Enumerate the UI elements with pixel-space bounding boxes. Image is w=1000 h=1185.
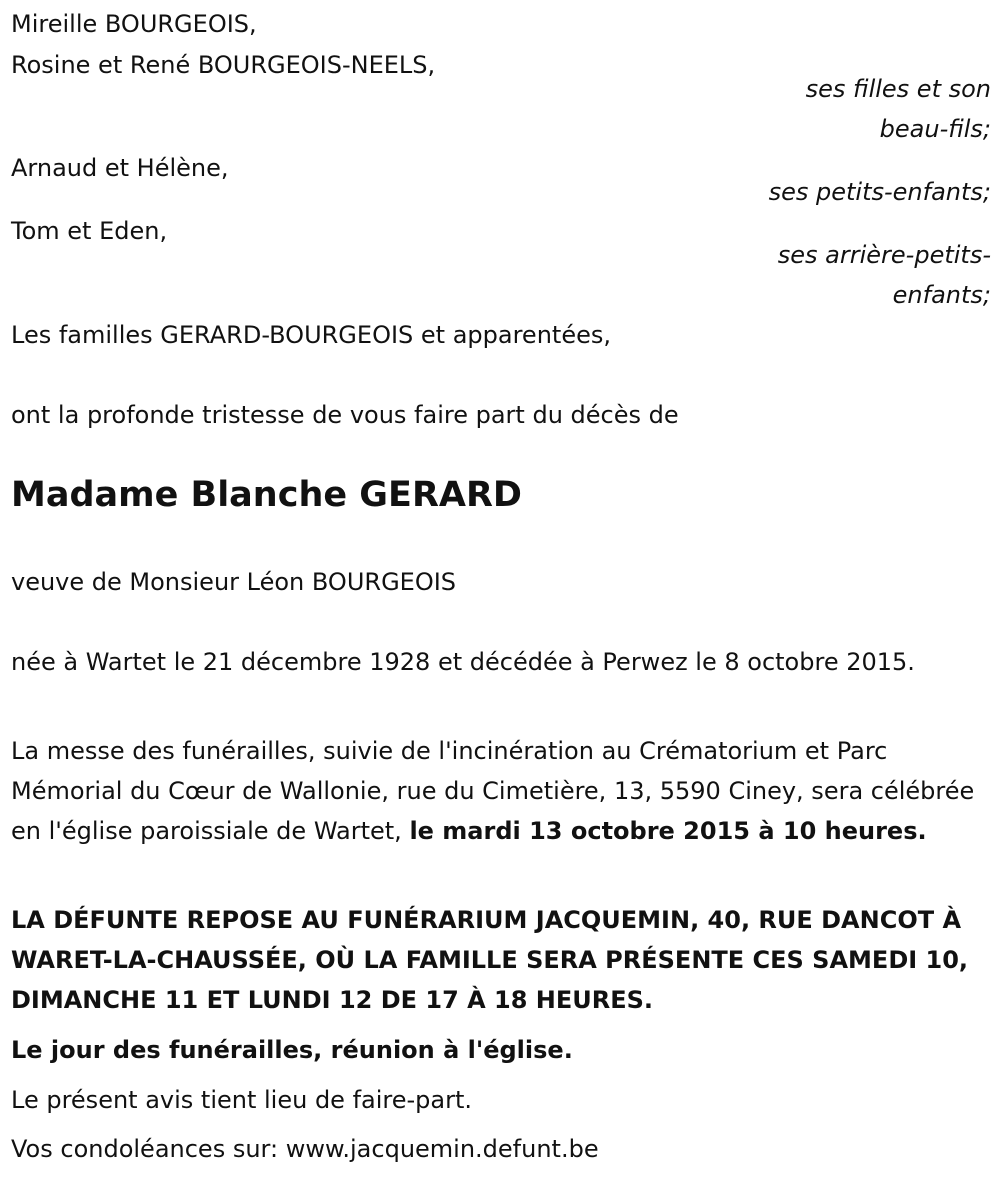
relation-daughters-line2: beau-fils; [879,115,991,143]
relation-grandchildren: ses petits-enfants; [768,178,991,206]
family-member-2: Rosine et René BOURGEOIS-NEELS, [11,51,436,79]
birth-death-dates: née à Wartet le 21 décembre 1928 et décédée à Perwez le 8 octobre 2015. [11,648,915,676]
announcement-text: ont la profonde tristesse de vous faire part du décès de [11,401,679,429]
family-member-1: Mireille BOURGEOIS, [11,10,257,38]
great-grandchildren-names: Tom et Eden, [11,217,168,245]
funeral-mass-date: le mardi 13 octobre 2015 à 10 heures. [409,817,927,845]
widow-of: veuve de Monsieur Léon BOURGEOIS [11,568,457,596]
condolences-link[interactable]: Vos condoléances sur: www.jacquemin.defunt.be [11,1135,599,1163]
meeting-notice: Le jour des funérailles, réunion à l'église. [11,1036,573,1064]
funeral-mass-paragraph [11,731,991,851]
funeral-mass-text: La messe des funérailles, suivie de l'incinération au Crématorium et Parc Mémorial du Cœur de Wallonie, rue du Cimetière, 13, 5590 Ciney, sera célébrée en l'église paroissiale de Wartet, [11,737,975,845]
relation-great-grandchildren-line1: ses arrière-petits- [777,241,991,269]
repose-notice: LA DÉFUNTE REPOSE AU FUNÉRARIUM JACQUEMIN, 40, RUE DANCOT À WARET-LA-CHAUSSÉE, OÙ LA FAMILLE SERA PRÉSENTE CES SAMEDI 10, DIMANCHE 11 ET LUNDI 12 DE 17 À 18 HEURES. [11,906,969,1014]
relation-great-grandchildren-line2: enfants; [892,281,991,309]
grandchildren-names: Arnaud et Hélène, [11,154,229,182]
extended-family: Les familles GERARD-BOURGEOIS et apparentées, [11,321,611,349]
relation-daughters-line1: ses filles et son [805,75,991,103]
notice-text: Le présent avis tient lieu de faire-part. [11,1086,473,1114]
deceased-name: Madame Blanche GERARD [11,475,522,515]
